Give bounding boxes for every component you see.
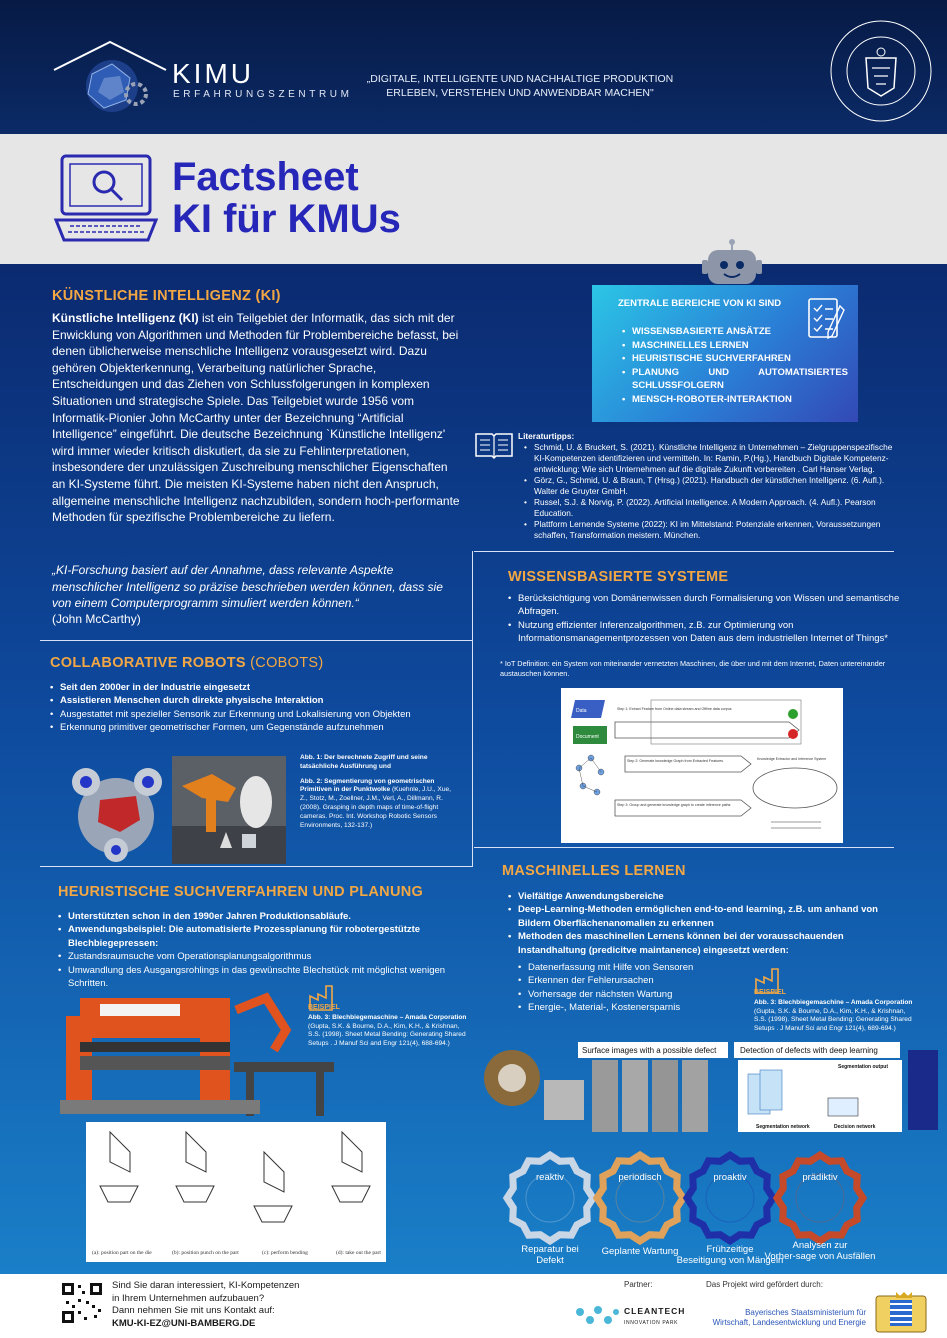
cobots-item: • Ausgestattet mit spezieller Sensorik zur Erkennung und Lokalisierung von Objekten [50,708,470,721]
divider [474,847,894,848]
heuristik-caption [308,1004,468,1049]
gear-top-label: proaktiv [713,1172,747,1183]
kg-step1: Step 1: Extract Feature from Online data stream and Offline data corpus [617,707,732,711]
ki-lead: Künstliche Intelligenz (KI) [52,311,199,325]
wissen-list [508,592,908,646]
ki-heading: KÜNSTLICHE INTELLIGENZ (KI) [52,288,281,304]
zentral-item: • WISSENSBASIERTE ANSÄTZE [622,325,848,339]
bend-label-d: (d): take out the part [336,1250,381,1256]
kg-step2: Step 2: Generate knowledge Graph from Extracted Features [627,759,724,763]
heuristik-heading: HEURISTISCHE SUCHVERFAHREN UND PLANUNG [58,884,424,900]
ml-heading: MASCHINELLES LERNEN [502,863,686,879]
vertical-divider [472,551,473,867]
contact-line: Dann nehmen Sie mit uns Kontakt auf: [112,1305,275,1317]
press-brake-image [60,990,350,1130]
cobots-caption [300,754,460,830]
zentral-item: • HEURISTISCHE SUCHVERFAHREN [622,352,848,366]
cleantech-name: CLEANTECH [624,1306,686,1316]
funded-label: Das Projekt wird gefördert durch: [706,1280,823,1289]
iot-note: * IoT Definition: ein System von miteinander vernetzten Maschinen, die über und mit dem Internet, Daten untereinander austauschen können. [500,659,886,678]
defect-detection-figure [478,1040,940,1136]
divider [474,551,894,552]
seg-net-label: Segmentation network [756,1124,810,1130]
open-book-icon [474,430,514,460]
heuristik-list [58,910,468,990]
seg-output-label: Segmentation output [838,1064,888,1070]
contact-line: in Ihrem Unternehmen aufzubauen? [112,1292,265,1304]
contact-email-link[interactable]: KMU-KI-EZ@UNI-BAMBERG.DE [112,1317,256,1329]
cobots-caption-2-text: (Kuehnle, J.U., Xue, Z., Stotz, M., Zoellner, J.M., Verl, A., Dillmann, R. (2008). Grasping in depth maps of time-of-flight cameras. Proc. Int. Workshop Robotic Sensors Environments, 132-137.) [300,786,451,829]
gear-bottom-label: Vorher-sage von Ausfällen [764,1251,876,1262]
gear-4 [777,1155,863,1241]
ml-list [508,890,898,957]
kimu-logo-icon [50,38,170,116]
gear-1 [507,1155,593,1241]
bending-steps-figure [86,1122,386,1262]
kg-extractor: Knowledge Extractor and Inference System [757,757,827,761]
gear-top-label: reaktiv [536,1172,564,1183]
ml-subitem: • Energie-, Material-, Kostenersparnis [518,1001,898,1014]
ml-subitem: • Vorhersage der nächsten Wartung [518,988,898,1001]
mccarthy-quote: „KI-Forschung basiert auf der Annahme, dass relevante Aspekte menschlicher Intelligenz so präzise beschrieben werden können, dass sie von einem Computerprogramm simuliert werden können.“ [52,563,443,611]
literatur-item: • Schmid, U. & Bruckert, S. (2021). Künstliche Intelligenz in Unternehmen – Zielgruppenspezifische KI-Kompetenzen identifizieren und vermitteln. In: Ramin, P.(Hg.), Handbuch Digitale Kompetenz-entwicklung: Wie sich Unternehmen auf die digitale Zukunft vorbereiten . Carl Hanser Verlag. [524,442,896,475]
contact-line: Sind Sie daran interessiert, KI-Kompetenzen [112,1280,300,1291]
cobots-item: • Seit den 2000er in der Industrie eingesetzt [50,681,470,694]
brand-subtitle: ERFAHRUNGSZENTRUM [173,89,353,100]
wissen-item: • Nutzung effizienter Inferenzalgorithmen, z.B. zur Optimierung von Informationsmanagementprozessen von Daten aus dem industriellen Internet of Things* [508,619,908,646]
literatur-title: Literaturtipps: [518,431,575,441]
qr-code-icon[interactable] [60,1281,104,1325]
ministry-name: Bayerisches Staatsministerium für Wirtschaft, Landesentwicklung und Energie [712,1308,866,1327]
literatur-item: • Görz, G., Schmid, U. & Braun, T (Hrsg.) (2021). Handbuch der künstlichen Intelligenz. (6. Aufl.). Walter de Gruyter GmbH. [524,475,896,497]
laptop-search-icon [52,150,160,246]
industrial-robot-image [172,756,286,864]
ml-subitem: • Datenerfassung mit Hilfe von Sensoren [518,961,898,974]
dec-net-label: Decision network [834,1124,876,1130]
zentral-title: ZENTRALE BEREICHE VON KI SIND [618,298,782,309]
heuristik-item: • Anwendungsbeispiel: Die automatisierte Prozessplanung für robotergestützte Blechbiegepressen: [58,923,468,950]
literatur-list [524,442,896,541]
robot-head-icon [700,238,764,288]
gear-top-label: prädiktiv [802,1172,838,1183]
gear-bottom-label: Geplante Wartung [601,1246,679,1257]
gear-2 [597,1155,683,1241]
zentral-item: • PLANUNG UND AUTOMATISIERTES SCHLUSSFOLGERN [622,366,848,393]
bend-label-a: (a): position part on the die [92,1250,152,1256]
ml-subitem: • Erkennen der Fehlerursachen [518,974,898,987]
wissen-heading: WISSENSBASIERTE SYSTEME [508,569,729,585]
ml-item: • Deep-Learning-Methoden ermöglichen end-to-end learning, z.B. um anhand von Bildern Oberflächenanomalien zu erkennen [508,903,898,930]
zentral-item: • MENSCH-ROBOTER-INTERAKTION [622,393,848,407]
literatur-item: • Plattform Lernende Systeme (2022): KI im Mittelstand: Potenziale erkennen, Voraussetzungen schaffen, Transformation meistern. München. [524,519,896,541]
contact-block [112,1280,332,1330]
tagline: „DIGITALE, INTELLIGENTE UND NACHHALTIGE PRODUKTION ERLEBEN, VERSTEHEN UND ANWENDBAR MACHEN" [366,73,674,99]
page-title-line2: KI für KMUs [172,197,401,241]
ki-body: ist ein Teilgebiet der Informatik, das sich mit der Enwicklung von Algorithmen und Methoden für Problembereiche befasst, bei denen üblicherweise menschliche Intelligenz vorausgesetzt wird. Dazu gehören Objekterkennung, Verarbeitung natürlicher Sprache, Entscheidungen und das Ziehen von Schlussfolgerungen in komplexen Situationen und strategische Spiele. Das Teilgebiet wurde 1956 vom Informatik-Pionier John McCarthy unter der Bezeichnung “Artificial Intelligence” eingeführt. Die deutsche Bezeichnung `Künstliche Intelligenz' wird immer wieder kritisch diskutiert, da sie zu Fehlinterpretationen, insbesondere der unzulässigen Zuschreibung menschlicher Eigenschaften an KI-Systeme führt. Die meisten KI-Systeme haben nicht den Anspruch, allgemeine menschliche Intelligenz nachzubilden, sondern hoch-performante Methoden für spezifische Problembereiche zu liefern. [52,311,460,525]
detect-label: Detection of defects with deep learning [740,1046,878,1055]
cobots-heading-main: COLLABORATIVE ROBOTS [50,655,246,671]
page-title-line1: Factsheet [172,155,359,199]
quote-author: (John McCarthy) [52,612,141,626]
gear-bottom-label: Analysen zur [792,1240,848,1251]
divider [40,866,472,867]
university-seal-icon [828,18,934,124]
bend-label-c: (c): perform bending [262,1250,308,1256]
ml-caption [754,989,914,1034]
beispiel-label: BEISPIEL [308,1004,340,1011]
gear-bottom-label: Frühzeitige [706,1244,754,1255]
ml-caption-bold: Abb. 3: Blechbiegemaschine – Amada Corporation [754,998,913,1006]
ki-paragraph [52,310,460,526]
zentral-list [622,325,848,406]
cobots-heading [50,655,323,671]
ml-item: • Vielfältige Anwendungsbereiche [508,890,898,903]
cobots-item: • Erkennung primitiver geometrischer Formen, um Gegenstände aufzunehmen [50,721,470,734]
heuristik-item: • Zustandsraumsuche vom Operationsplanungsalgorithmus [58,950,468,963]
divider [40,640,472,641]
robot-gripper-image [64,756,168,864]
cobots-caption-2 [300,778,460,831]
ml-item: • Methoden des maschinellen Lernens können bei der vorausschauenden Instandhaltung (predicitve maintanence) eingesetzt werden: [508,930,898,957]
zentral-item: • MASCHINELLES LERNEN [622,339,848,353]
maintenance-gears [498,1146,908,1270]
knowledge-graph-diagram [561,688,843,843]
kg-document-label: Document [576,734,599,740]
cobots-heading-suffix: (COBOTS) [245,655,324,671]
cobots-caption-1: Abb. 1: Der berechnete Zugriff und seine tatsächliche Ausführung und [300,754,428,770]
kg-data-label: Data [576,708,587,714]
wissen-item: • Berücksichtigung von Domänenwissen durch Formalisierung von Wissen und semantische Abfragen. [508,592,908,619]
cleantech-sub: INNOVATION PARK [624,1320,679,1326]
cleantech-logo [574,1300,694,1330]
heuristik-item: • Umwandlung des Ausgangsrohlings in das gewünschte Blechstück mit möglichst wenigen Schritten. [58,964,468,991]
bend-label-b: (b): position punch on the part [172,1250,239,1256]
gear-bottom-label: Reparatur bei [521,1244,579,1255]
surface-label: Surface images with a possible defect [582,1046,717,1055]
bavaria-coat-of-arms-icon [872,1290,930,1334]
heuristik-item: • Unterstützten schon in den 1990er Jahren Produktionsabläufe. [58,910,468,923]
knowledge-graph-figure [561,688,843,843]
cobots-caption-2-bold: Abb. 2: Segmentierung von geometrischen Primitiven in der Punktwolke [300,777,435,794]
ml-caption-text: (Gupta, S.K. & Bourne, D.A., Kim, K.H., & Krishnan, S.S. (1998). Sheet Metal Bending: Generating Shared Setups . J Manuf Sci and Engr 121(4), 689-694.) [754,1007,912,1033]
partner-label: Partner: [624,1280,653,1289]
cobots-list [50,681,470,735]
gear-3 [687,1155,773,1241]
heuristik-caption-text: (Gupta, S.K. & Bourne, D.A., Kim, K.H., & Krishnan, S.S. (1998). Sheet Metal Bending: Generating Shared Setups . J Manuf Sci and Engr 121(4), 688-694.) [308,1022,466,1048]
cobots-item: • Assistieren Menschen durch direkte physische Interaktion [50,694,470,707]
beispiel-label: BEISPIEL [754,989,786,996]
gear-bottom-label: Defekt [536,1255,564,1266]
brand-name: KIMU [172,58,254,89]
heuristik-caption-bold: Abb. 3: Blechbiegemaschine – Amada Corporation [308,1013,467,1021]
gear-bottom-label: Beseitigung von Mängeln [676,1255,784,1266]
kg-step3: Step 3: Group and generate knowledge graph to create inference paths [617,803,731,807]
literatur-item: • Russel, S.J. & Norvig, P. (2022). Artificial Intelligence. A Modern Approach. (4. Aufl.). Pearson Education. [524,497,896,519]
gear-top-label: periodisch [618,1172,662,1183]
